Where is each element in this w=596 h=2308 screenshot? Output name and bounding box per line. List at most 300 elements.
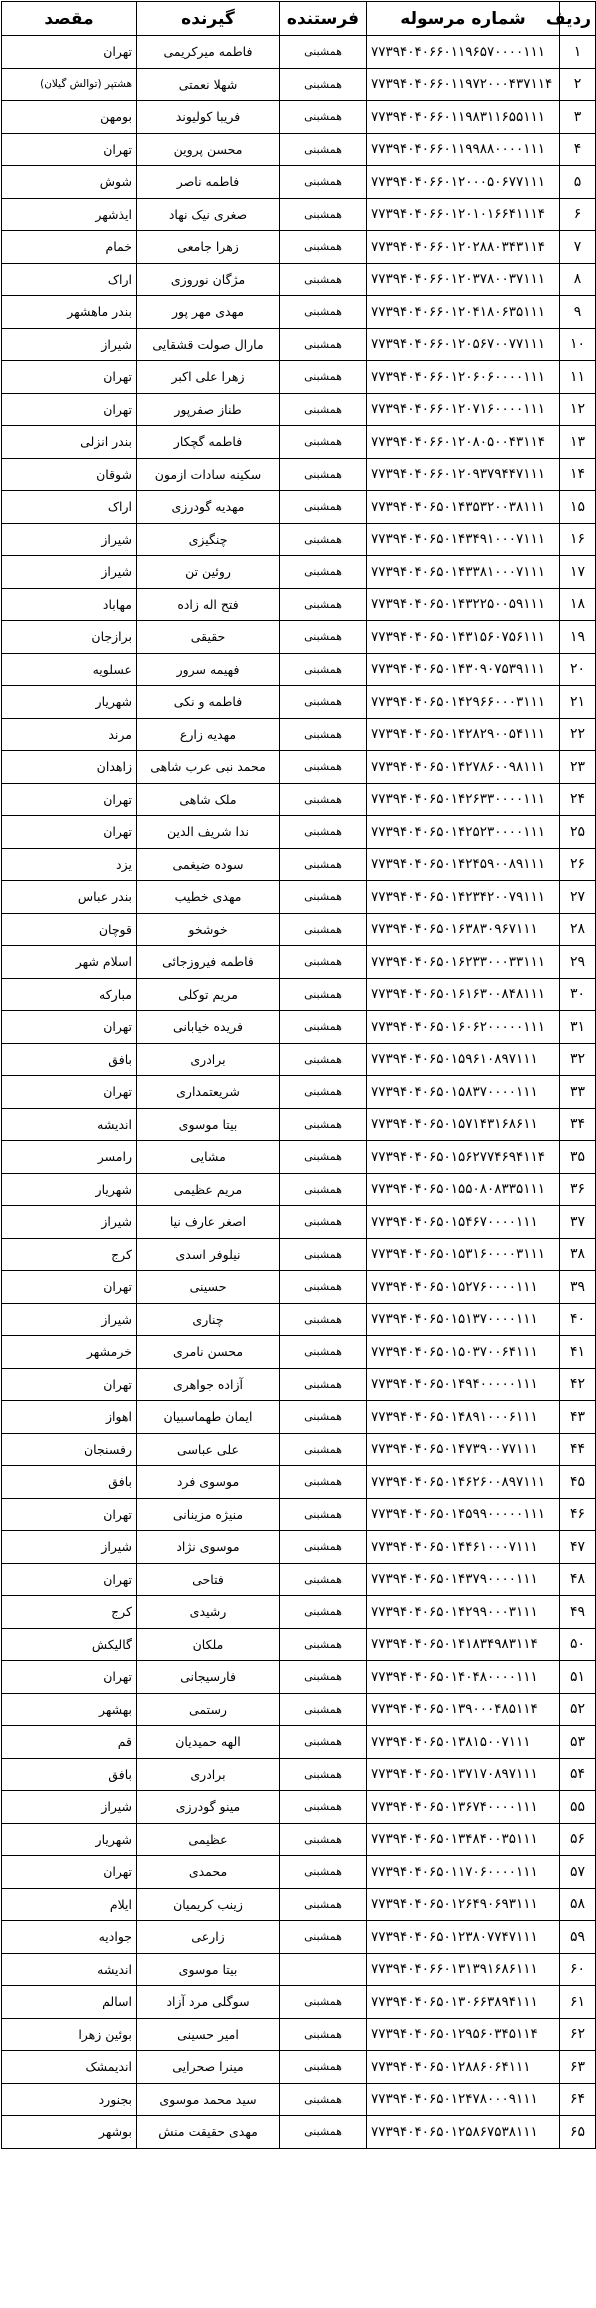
tracking-number-cell: ۷۷۳۹۴۰۴۰۶۵۰۱۴۳۱۵۶۰۷۵۶۱۱۱ [367,621,560,654]
table-row [2,1661,596,1694]
tracking-number-cell: ۷۷۳۹۴۰۴۰۶۵۰۱۳۴۸۴۰۰۳۵۱۱۱ [367,1823,560,1856]
destination-cell: شیراز [2,1531,137,1564]
destination-cell: بندر عباس [2,881,137,914]
table-row [2,1076,596,1109]
row-index-cell: ۴۴ [560,1433,596,1466]
table-row [2,1303,596,1336]
receiver-cell: فاطمه فیروزجائی [137,946,280,979]
table-row [2,166,596,199]
header-idx: ردیف [560,2,596,36]
destination-cell: تهران [2,361,137,394]
destination-cell: شیراز [2,523,137,556]
tracking-number-cell: ۷۷۳۹۴۰۴۰۶۵۰۱۴۲۶۳۳۰۰۰۰۱۱۱ [367,783,560,816]
receiver-cell: فاطمه ناصر [137,166,280,199]
destination-cell: شیراز [2,1206,137,1239]
tracking-number-cell: ۷۷۳۹۴۰۴۰۶۵۰۱۲۳۸۰۷۷۴۷۱۱۱ [367,1921,560,1954]
row-index-cell: ۴۷ [560,1531,596,1564]
receiver-cell: ملکان [137,1628,280,1661]
table-row [2,1856,596,1889]
tracking-number-cell: ۷۷۳۹۴۰۴۰۶۵۰۱۴۸۹۱۰۰۰۶۱۱۱ [367,1401,560,1434]
receiver-cell: مهدی مهر پور [137,296,280,329]
destination-cell: تهران [2,1563,137,1596]
row-index-cell: ۱۲ [560,393,596,426]
row-index-cell: ۵۴ [560,1758,596,1791]
destination-cell: اراک [2,263,137,296]
table-row [2,296,596,329]
tracking-number-cell: ۷۷۳۹۴۰۴۰۶۵۰۱۵۴۶۷۰۰۰۰۱۱۱ [367,1206,560,1239]
sender-cell: همشبنی [280,426,367,459]
sender-cell: همشبنی [280,1238,367,1271]
receiver-cell: رستمی [137,1693,280,1726]
table-row [2,621,596,654]
table-row [2,2018,596,2051]
receiver-cell: علی عباسی [137,1433,280,1466]
row-index-cell: ۳۲ [560,1043,596,1076]
sender-cell: همشبنی [280,1076,367,1109]
tracking-number-cell: ۷۷۳۹۴۰۴۰۶۶۰۱۲۰۳۷۸۰۰۳۷۱۱۱ [367,263,560,296]
row-index-cell: ۲۹ [560,946,596,979]
destination-cell: بوئین زهرا [2,2018,137,2051]
row-index-cell: ۲۷ [560,881,596,914]
tracking-number-cell: ۷۷۳۹۴۰۴۰۶۵۰۱۵۶۲۷۷۴۶۹۴۱۱۴ [367,1141,560,1174]
tracking-number-cell: ۷۷۳۹۴۰۴۰۶۵۰۱۶۰۶۲۰۰۰۰۰۱۱۱ [367,1011,560,1044]
destination-cell: شهریار [2,1173,137,1206]
sender-cell: همشبنی [280,1693,367,1726]
receiver-cell: فتاحی [137,1563,280,1596]
sender-cell: همشبنی [280,1758,367,1791]
receiver-cell: رشیدی [137,1596,280,1629]
row-index-cell: ۳۵ [560,1141,596,1174]
table-row [2,1336,596,1369]
destination-cell: اندیشه [2,1953,137,1986]
row-index-cell: ۵۳ [560,1726,596,1759]
tracking-number-cell: ۷۷۳۹۴۰۴۰۶۵۰۱۴۰۴۸۰۰۰۰۱۱۱ [367,1661,560,1694]
tracking-number-cell: ۷۷۳۹۴۰۴۰۶۵۰۱۵۸۳۷۰۰۰۰۱۱۱ [367,1076,560,1109]
table-row [2,1011,596,1044]
sender-cell: همشبنی [280,1173,367,1206]
header-sender: فرستنده [280,2,367,36]
table-row [2,426,596,459]
receiver-cell: حقیقی [137,621,280,654]
receiver-cell: برادری [137,1043,280,1076]
table-row [2,2116,596,2149]
tracking-number-cell: ۷۷۳۹۴۰۴۰۶۵۰۱۴۱۸۳۴۹۸۳۱۱۴ [367,1628,560,1661]
tracking-number-cell: ۷۷۳۹۴۰۴۰۶۵۰۱۲۴۷۸۰۰۰۹۱۱۱ [367,2083,560,2116]
row-index-cell: ۶۵ [560,2116,596,2149]
table-row [2,328,596,361]
tracking-number-cell: ۷۷۳۹۴۰۴۰۶۶۰۱۳۱۳۹۱۶۸۶۱۱۱ [367,1953,560,1986]
tracking-number-cell: ۷۷۳۹۴۰۴۰۶۵۰۱۴۳۳۸۱۰۰۰۷۱۱۱ [367,556,560,589]
sender-cell: همشبنی [280,133,367,166]
destination-cell: تهران [2,1856,137,1889]
receiver-cell: فریده خیابانی [137,1011,280,1044]
destination-cell: شهریار [2,1823,137,1856]
row-index-cell: ۴۸ [560,1563,596,1596]
tracking-number-cell: ۷۷۳۹۴۰۴۰۶۵۰۱۴۶۲۶۰۰۸۹۷۱۱۱ [367,1466,560,1499]
sender-cell: همشبنی [280,1141,367,1174]
table-row [2,1401,596,1434]
destination-cell: تهران [2,816,137,849]
receiver-cell: فهیمه سرور [137,653,280,686]
sender-cell: همشبنی [280,1628,367,1661]
destination-cell: بندر انزلی [2,426,137,459]
destination-cell: تهران [2,1661,137,1694]
tracking-number-cell: ۷۷۳۹۴۰۴۰۶۵۰۱۲۵۸۶۷۵۳۸۱۱۱ [367,2116,560,2149]
sender-cell: همشبنی [280,36,367,69]
tracking-number-cell: ۷۷۳۹۴۰۴۰۶۵۰۱۶۳۸۳۰۹۶۷۱۱۱ [367,913,560,946]
row-index-cell: ۳۱ [560,1011,596,1044]
row-index-cell: ۳۶ [560,1173,596,1206]
destination-cell: قم [2,1726,137,1759]
destination-cell: بوشهر [2,2116,137,2149]
row-index-cell: ۴ [560,133,596,166]
table-row [2,1108,596,1141]
receiver-cell: مینو گودرزی [137,1791,280,1824]
destination-cell: تهران [2,1368,137,1401]
row-index-cell: ۸ [560,263,596,296]
row-index-cell: ۳۴ [560,1108,596,1141]
table-row [2,978,596,1011]
row-index-cell: ۵۷ [560,1856,596,1889]
row-index-cell: ۴۹ [560,1596,596,1629]
tracking-number-cell: ۷۷۳۹۴۰۴۰۶۵۰۱۲۸۸۶۰۶۴۱۱۱ [367,2051,560,2084]
receiver-cell: روئین تن [137,556,280,589]
row-index-cell: ۱۸ [560,588,596,621]
sender-cell: همشبنی [280,1108,367,1141]
receiver-cell: مریم توکلی [137,978,280,1011]
sender-cell: همشبنی [280,198,367,231]
receiver-cell: فاطمه میرکریمی [137,36,280,69]
receiver-cell: سوگلی مرد آزاد [137,1986,280,2019]
row-index-cell: ۶۳ [560,2051,596,2084]
sender-cell: همشبنی [280,361,367,394]
row-index-cell: ۱ [560,36,596,69]
tracking-number-cell: ۷۷۳۹۴۰۴۰۶۵۰۱۴۲۷۸۶۰۰۹۸۱۱۱ [367,751,560,784]
destination-cell: شوقان [2,458,137,491]
receiver-cell: برادری [137,1758,280,1791]
table-row [2,751,596,784]
row-index-cell: ۱۹ [560,621,596,654]
receiver-cell: سکینه سادات ازمون [137,458,280,491]
destination-cell: قوچان [2,913,137,946]
destination-cell: خرمشهر [2,1336,137,1369]
tracking-number-cell: ۷۷۳۹۴۰۴۰۶۵۰۱۵۲۷۶۰۰۰۰۱۱۱ [367,1271,560,1304]
tracking-number-cell: ۷۷۳۹۴۰۴۰۶۵۰۱۴۲۸۲۹۰۰۵۴۱۱۱ [367,718,560,751]
receiver-cell: فریبا کولیوند [137,101,280,134]
destination-cell: تهران [2,783,137,816]
table-row [2,1823,596,1856]
table-row [2,1368,596,1401]
shipments-table [1,1,596,2149]
table-row [2,913,596,946]
sender-cell: همشبنی [280,1433,367,1466]
receiver-cell: چناری [137,1303,280,1336]
row-index-cell: ۵۹ [560,1921,596,1954]
table-row [2,946,596,979]
tracking-number-cell: ۷۷۳۹۴۰۴۰۶۵۰۱۳۹۰۰۰۴۸۵۱۱۴ [367,1693,560,1726]
receiver-cell: مینرا صحرایی [137,2051,280,2084]
receiver-cell: موسوی نژاد [137,1531,280,1564]
destination-cell: تهران [2,1498,137,1531]
receiver-cell: مهدی خطیب [137,881,280,914]
table-row [2,523,596,556]
sender-cell: همشبنی [280,621,367,654]
header-row [2,2,596,36]
destination-cell: شیراز [2,328,137,361]
table-row [2,816,596,849]
row-index-cell: ۳ [560,101,596,134]
destination-cell: جوادیه [2,1921,137,1954]
row-index-cell: ۳۰ [560,978,596,1011]
row-index-cell: ۵ [560,166,596,199]
sender-cell: همشبنی [280,296,367,329]
table-row [2,881,596,914]
destination-cell: مبارکه [2,978,137,1011]
sender-cell: همشبنی [280,101,367,134]
tracking-number-cell: ۷۷۳۹۴۰۴۰۶۵۰۱۳۸۱۵۰۰۷۱۱۱ [367,1726,560,1759]
row-index-cell: ۶۴ [560,2083,596,2116]
destination-cell: تهران [2,36,137,69]
row-index-cell: ۴۲ [560,1368,596,1401]
receiver-cell: مارال صولت قشقایی [137,328,280,361]
receiver-cell: الهه حمیدیان [137,1726,280,1759]
tracking-number-cell: ۷۷۳۹۴۰۴۰۶۵۰۱۴۵۹۹۰۰۰۰۰۱۱۱ [367,1498,560,1531]
receiver-cell: مریم عظیمی [137,1173,280,1206]
tracking-number-cell: ۷۷۳۹۴۰۴۰۶۶۰۱۱۹۹۸۸۰۰۰۰۱۱۱ [367,133,560,166]
tracking-number-cell: ۷۷۳۹۴۰۴۰۶۵۰۱۵۵۰۸۰۸۳۳۵۱۱۱ [367,1173,560,1206]
destination-cell: یزد [2,848,137,881]
row-index-cell: ۱۴ [560,458,596,491]
tracking-number-cell: ۷۷۳۹۴۰۴۰۶۵۰۱۴۲۳۴۲۰۰۷۹۱۱۱ [367,881,560,914]
table-row [2,101,596,134]
table-row [2,1141,596,1174]
table-row [2,2083,596,2116]
table-row [2,848,596,881]
sender-cell: همشبنی [280,1726,367,1759]
sender-cell: همشبنی [280,1206,367,1239]
receiver-cell: مژگان نوروزی [137,263,280,296]
tracking-number-cell: ۷۷۳۹۴۰۴۰۶۵۰۱۴۳۰۹۰۷۵۳۹۱۱۱ [367,653,560,686]
row-index-cell: ۶۱ [560,1986,596,2019]
receiver-cell: محسن نامری [137,1336,280,1369]
table-row [2,1986,596,2019]
destination-cell: اندیمشک [2,2051,137,2084]
row-index-cell: ۲۰ [560,653,596,686]
receiver-cell: مهدی حقیقت منش [137,2116,280,2149]
row-index-cell: ۴۱ [560,1336,596,1369]
table-header [2,2,596,36]
row-index-cell: ۱۳ [560,426,596,459]
sender-cell: همشبنی [280,2116,367,2149]
sender-cell: همشبنی [280,2051,367,2084]
row-index-cell: ۵۰ [560,1628,596,1661]
destination-cell: ایلام [2,1888,137,1921]
table-row [2,1531,596,1564]
receiver-cell: منیژه مزینانی [137,1498,280,1531]
destination-cell: برازجان [2,621,137,654]
sender-cell: همشبنی [280,881,367,914]
table-row [2,36,596,69]
sender-cell: همشبنی [280,1823,367,1856]
destination-cell: اسالم [2,1986,137,2019]
receiver-cell: مهدیه گودرزی [137,491,280,524]
sender-cell: همشبنی [280,556,367,589]
row-index-cell: ۹ [560,296,596,329]
tracking-number-cell: ۷۷۳۹۴۰۴۰۶۵۰۱۴۴۶۱۰۰۰۷۱۱۱ [367,1531,560,1564]
sender-cell: همشبنی [280,1888,367,1921]
table-row [2,1791,596,1824]
receiver-cell: بیتا موسوی [137,1108,280,1141]
table-row [2,783,596,816]
receiver-cell: آزاده جواهری [137,1368,280,1401]
row-index-cell: ۲ [560,68,596,101]
table-row [2,1921,596,1954]
row-index-cell: ۲۸ [560,913,596,946]
receiver-cell: محسن پروین [137,133,280,166]
row-index-cell: ۲۱ [560,686,596,719]
receiver-cell: موسوی فرد [137,1466,280,1499]
row-index-cell: ۲۵ [560,816,596,849]
sender-cell: همشبنی [280,718,367,751]
receiver-cell: اصغر عارف نیا [137,1206,280,1239]
sender-cell: همشبنی [280,978,367,1011]
receiver-cell: شهلا نعمتی [137,68,280,101]
sender-cell: همشبنی [280,2018,367,2051]
sender-cell: همشبنی [280,1401,367,1434]
table-row [2,1628,596,1661]
receiver-cell: ندا شریف الدین [137,816,280,849]
receiver-cell: فاطمه و نکی [137,686,280,719]
table-row [2,68,596,101]
tracking-number-cell: ۷۷۳۹۴۰۴۰۶۶۰۱۱۹۷۲۰۰۰۴۳۷۱۱۴ [367,68,560,101]
tracking-number-cell: ۷۷۳۹۴۰۴۰۶۵۰۱۳۷۱۷۰۸۹۷۱۱۱ [367,1758,560,1791]
receiver-cell: محمدی [137,1856,280,1889]
table-row [2,1563,596,1596]
sender-cell: همشبنی [280,946,367,979]
sender-cell: همشبنی [280,1531,367,1564]
row-index-cell: ۴۳ [560,1401,596,1434]
receiver-cell: مهدیه زارع [137,718,280,751]
receiver-cell: خوشخو [137,913,280,946]
receiver-cell: زهرا علی اکبر [137,361,280,394]
sender-cell: همشبنی [280,1498,367,1531]
table-row [2,556,596,589]
tracking-number-cell: ۷۷۳۹۴۰۴۰۶۶۰۱۲۰۶۰۶۰۰۰۰۱۱۱ [367,361,560,394]
sender-cell: همشبنی [280,1661,367,1694]
destination-cell: بهشهر [2,1693,137,1726]
sender-cell: همشبنی [280,751,367,784]
row-index-cell: ۵۶ [560,1823,596,1856]
tracking-number-cell: ۷۷۳۹۴۰۴۰۶۶۰۱۱۹۶۵۷۰۰۰۰۱۱۱ [367,36,560,69]
sender-cell [280,1953,367,1986]
sender-cell: همشبنی [280,1563,367,1596]
row-index-cell: ۳۷ [560,1206,596,1239]
destination-cell: اراک [2,491,137,524]
sender-cell: همشبنی [280,816,367,849]
table-body [2,36,596,2149]
table-row [2,1953,596,1986]
tracking-number-cell: ۷۷۳۹۴۰۴۰۶۵۰۱۵۰۳۷۰۰۶۴۱۱۱ [367,1336,560,1369]
tracking-number-cell: ۷۷۳۹۴۰۴۰۶۶۰۱۲۰۸۰۵۰۰۴۳۱۱۴ [367,426,560,459]
sender-cell: همشبنی [280,653,367,686]
row-index-cell: ۶ [560,198,596,231]
tracking-number-cell: ۷۷۳۹۴۰۴۰۶۵۰۱۳۶۷۴۰۰۰۰۱۱۱ [367,1791,560,1824]
receiver-cell: فارسیجانی [137,1661,280,1694]
tracking-number-cell: ۷۷۳۹۴۰۴۰۶۵۰۱۴۳۷۹۰۰۰۰۱۱۱ [367,1563,560,1596]
destination-cell: عسلویه [2,653,137,686]
row-index-cell: ۱۶ [560,523,596,556]
sender-cell: همشبنی [280,491,367,524]
row-index-cell: ۴۶ [560,1498,596,1531]
receiver-cell: مشایی [137,1141,280,1174]
row-index-cell: ۴۵ [560,1466,596,1499]
row-index-cell: ۱۷ [560,556,596,589]
table-row [2,588,596,621]
sender-cell: همشبنی [280,1303,367,1336]
receiver-cell: شریعتمداری [137,1076,280,1109]
sender-cell: همشبنی [280,1368,367,1401]
tracking-number-cell: ۷۷۳۹۴۰۴۰۶۵۰۱۵۹۶۱۰۸۹۷۱۱۱ [367,1043,560,1076]
receiver-cell: محمد نبی عرب شاهی [137,751,280,784]
receiver-cell: امیر حسینی [137,2018,280,2051]
tracking-number-cell: ۷۷۳۹۴۰۴۰۶۶۰۱۲۰۴۱۸۰۶۳۵۱۱۱ [367,296,560,329]
row-index-cell: ۳۹ [560,1271,596,1304]
row-index-cell: ۲۳ [560,751,596,784]
table-row [2,1271,596,1304]
table-row [2,1758,596,1791]
tracking-number-cell: ۷۷۳۹۴۰۴۰۶۶۰۱۲۰۹۳۷۹۴۴۷۱۱۱ [367,458,560,491]
sender-cell: همشبنی [280,2083,367,2116]
sender-cell: همشبنی [280,1921,367,1954]
tracking-number-cell: ۷۷۳۹۴۰۴۰۶۵۰۱۲۶۴۹۰۶۹۳۱۱۱ [367,1888,560,1921]
tracking-number-cell: ۷۷۳۹۴۰۴۰۶۵۰۱۶۲۳۳۰۰۰۳۳۱۱۱ [367,946,560,979]
table-row [2,393,596,426]
receiver-cell: عظیمی [137,1823,280,1856]
receiver-cell: زهرا جامعی [137,231,280,264]
receiver-cell: بیتا موسوی [137,1953,280,1986]
tracking-number-cell: ۷۷۳۹۴۰۴۰۶۵۰۱۴۲۹۶۶۰۰۰۳۱۱۱ [367,686,560,719]
row-index-cell: ۴۰ [560,1303,596,1336]
destination-cell: اسلام شهر [2,946,137,979]
receiver-cell: فاطمه گچکار [137,426,280,459]
sender-cell: همشبنی [280,1043,367,1076]
sender-cell: همشبنی [280,166,367,199]
tracking-number-cell: ۷۷۳۹۴۰۴۰۶۵۰۱۴۷۳۹۰۰۷۷۱۱۱ [367,1433,560,1466]
sender-cell: همشبنی [280,1336,367,1369]
row-index-cell: ۲۶ [560,848,596,881]
sender-cell: همشبنی [280,263,367,296]
destination-cell: شیراز [2,1791,137,1824]
sender-cell: همشبنی [280,68,367,101]
table-row [2,1433,596,1466]
row-index-cell: ۱۵ [560,491,596,524]
sender-cell: همشبنی [280,523,367,556]
header-destination: مقصد [2,2,137,36]
tracking-number-cell: ۷۷۳۹۴۰۴۰۶۵۰۱۱۷۰۶۰۰۰۰۱۱۱ [367,1856,560,1889]
tracking-number-cell: ۷۷۳۹۴۰۴۰۶۵۰۱۴۲۴۵۹۰۰۸۹۱۱۱ [367,848,560,881]
table-row [2,1726,596,1759]
sender-cell: همشبنی [280,1791,367,1824]
tracking-number-cell: ۷۷۳۹۴۰۴۰۶۶۰۱۲۰۷۱۶۰۰۰۰۱۱۱ [367,393,560,426]
table-row [2,1206,596,1239]
sender-cell: همشبنی [280,686,367,719]
destination-cell: بافق [2,1043,137,1076]
receiver-cell: فتح اله زاده [137,588,280,621]
destination-cell: مهاباد [2,588,137,621]
tracking-number-cell: ۷۷۳۹۴۰۴۰۶۶۰۱۱۹۸۳۱۱۶۵۵۱۱۱ [367,101,560,134]
sender-cell: همشبنی [280,783,367,816]
receiver-cell: ملک شاهی [137,783,280,816]
